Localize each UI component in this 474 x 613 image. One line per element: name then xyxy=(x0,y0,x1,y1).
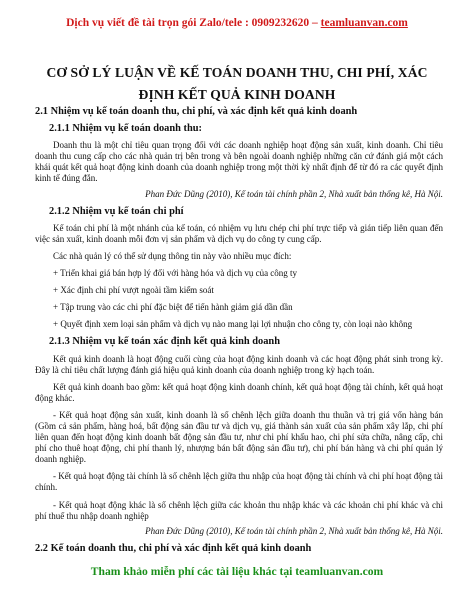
section-2-1-3-paragraph-2: Kết quả kinh doanh bao gồm: kết quả hoạt động kinh doanh chính, kết quả hoạt động tài chính, kết quả hoạt động khác. xyxy=(35,381,443,403)
document-body xyxy=(35,106,443,560)
section-2-1-1-source: Phan Đức Dũng (2010), Kế toán tài chính phần 2, Nhà xuất bản thống kê, Hà Nội. xyxy=(145,188,443,199)
section-2-1-3-heading: 2.1.3 Nhiệm vụ kế toán xác định kết quả kinh doanh xyxy=(49,336,280,348)
section-2-1-3-paragraph-4: - Kết quả hoạt động tài chính là số chênh lệch giữa thu nhập của hoạt động tài chính và chi phí hoạt động tài chính. xyxy=(35,471,443,493)
section-2-1-3-source: Phan Đức Dũng (2010), Kế toán tài chính phần 2, Nhà xuất bản thống kê, Hà Nội. xyxy=(145,525,443,536)
section-2-1-2-intro: Các nhà quản lý có thể sử dụng thông tin này vào nhiều mục đích: xyxy=(53,250,292,261)
list-item: + Xác định chi phí vượt ngoài tầm kiểm soát xyxy=(53,285,214,296)
section-2-2-heading: 2.2 Kế toán doanh thu, chi phí và xác định kết quả kinh doanh xyxy=(35,542,312,554)
list-item: + Tập trung vào các chi phí đặc biệt để tiến hành giảm giá dần dần xyxy=(53,302,293,313)
section-2-1-heading: 2.1 Nhiệm vụ kế toán doanh thu, chi phí, và xác định kết quả kinh doanh xyxy=(35,106,358,117)
document-title xyxy=(30,62,444,106)
promo-header xyxy=(0,17,474,29)
document-title-line-2: ĐỊNH KẾT QUẢ KINH DOANH xyxy=(138,87,336,102)
section-2-1-2-paragraph: Kế toán chi phí là một nhánh của kế toán, có nhiệm vụ lưu chép chi phí trực tiếp và gián tiếp liên quan đến việc sản xuất, kinh doanh mỗi đơn vị sản phẩm và dịch vụ do công ty cung cấp. xyxy=(35,222,443,244)
section-2-1-1-paragraph: Doanh thu là một chỉ tiêu quan trọng đối với các doanh nghiệp hoạt động sản xuất, kinh doanh. Chỉ tiêu doanh thu cung cấp cho các nhà quản trị bên trong và bên ngoài doanh nghiệp những căn cứ đánh giá một cách khái quát kết quả hoạt động kinh doanh của doanh nghiệp trong một thời kỳ nhất định để từ đó ra các quyết định kinh tế đúng đắn. xyxy=(35,140,443,184)
promo-footer[interactable]: Tham khảo miễn phí các tài liệu khác tại teamluanvan.com xyxy=(90,565,384,578)
promo-header-link[interactable]: teamluanvan.com xyxy=(320,17,408,29)
list-item: + Quyết định xem loại sản phẩm và dịch vụ nào mang lại lợi nhuận cho công ty, còn loại nào không xyxy=(53,319,413,330)
promo-header-text: Dịch vụ viết đề tài trọn gói Zalo/tele : 0909232620 – xyxy=(66,17,321,29)
list-item: + Triển khai giá bán hợp lý đối với hàng hóa và dịch vụ của công ty xyxy=(53,268,298,279)
section-2-1-3-paragraph-1: Kết quả kinh doanh là hoạt động cuối cùng của hoạt động kinh doanh và các hoạt động phát sinh trong kỳ. Đây là chỉ tiêu chất lượng đánh giá hiệu quả kinh doanh của doanh nghiệp trong kỳ hạch toán. xyxy=(35,353,443,375)
section-2-1-1-heading: 2.1.1 Nhiệm vụ kế toán doanh thu: xyxy=(49,123,203,135)
document-title-line-1: CƠ SỞ LÝ LUẬN VỀ KẾ TOÁN DOANH THU, CHI PHÍ, XÁC xyxy=(46,65,428,80)
section-2-1-3-paragraph-5: - Kết quả hoạt động khác là số chênh lệch giữa các khoản thu nhập khác và các khoản chi phí khác và chi phí thuế thu nhập doanh nghiệp xyxy=(35,499,443,521)
section-2-1-3-paragraph-3: - Kết quả hoạt động sản xuất, kinh doanh là số chênh lệch giữa doanh thu thuần và trị giá vốn hàng bán (Gồm cả sản phẩm, hàng hoá, bất động sản đầu tư và dịch vụ, giá thành sản xuất của sản phẩm xây lắp, chi phí liên quan đến hoạt động kinh doanh bất động sản đầu tư, như chi phí khấu hao, chi phí sửa chữa, nâng cấp, chi phí cho thuê hoạt động, chi phí thanh lý, nhượng bán bất động sản đầu tư), chi phí bán hàng và chi phí quản lý doanh nghiệp. xyxy=(35,409,443,465)
section-2-1-2-heading: 2.1.2 Nhiệm vụ kế toán chi phí xyxy=(49,205,184,217)
